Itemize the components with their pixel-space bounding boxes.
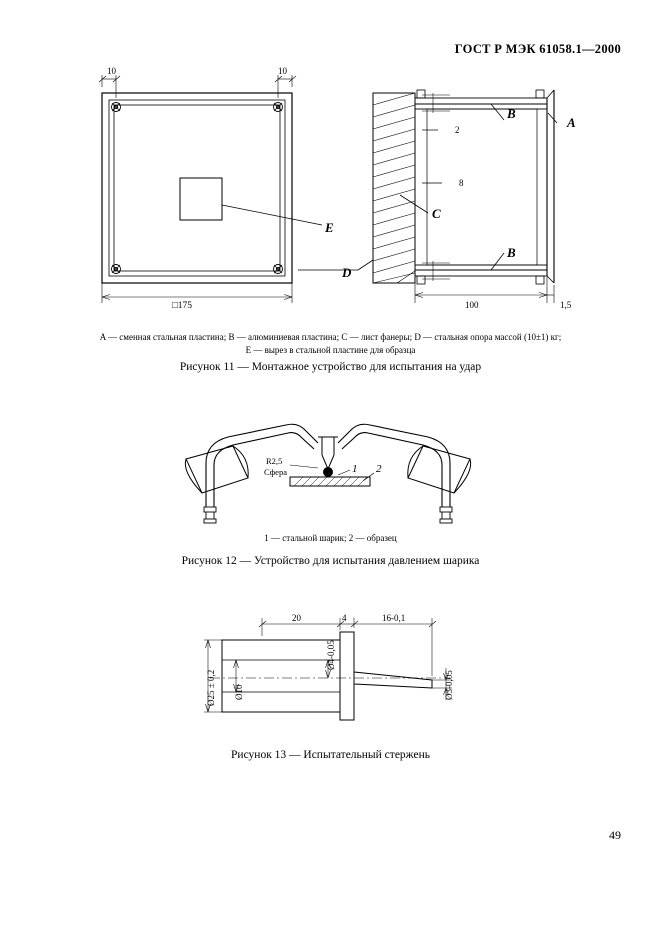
page-header: ГОСТ Р МЭК 61058.1—2000 bbox=[454, 42, 621, 56]
figure-13-caption: Рисунок 13 — Испытательный стержень bbox=[231, 749, 430, 761]
figure-13-drawing bbox=[200, 612, 480, 742]
label-C: C bbox=[432, 206, 441, 221]
label-radius: R2,5 bbox=[266, 456, 283, 466]
dim-100: 100 bbox=[465, 300, 479, 310]
dim-bottom: □175 bbox=[172, 301, 192, 311]
figure-11-legend-line-2: E — вырез в стальной пластине для образца bbox=[245, 345, 416, 355]
label-D: D bbox=[342, 265, 352, 280]
label-item-2: 2 bbox=[376, 463, 382, 475]
figure-12-drawing bbox=[178, 415, 478, 530]
figure-12-legend bbox=[0, 532, 661, 545]
dia-4: Ø4-0,05 bbox=[326, 640, 336, 670]
dia-10: Ø10 bbox=[234, 684, 244, 700]
label-E: E bbox=[325, 220, 334, 235]
figure-12-caption: Рисунок 12 — Устройство для испытания давлением шарика bbox=[181, 555, 480, 567]
figure-12-legend-line-1: 1 — стальной шарик; 2 — образец bbox=[264, 533, 397, 543]
dim-4: 4 bbox=[342, 613, 347, 623]
label-sphere: Сфера bbox=[264, 467, 287, 477]
dim-1-5: 1,5 bbox=[560, 300, 572, 310]
dim-16: 16-0,1 bbox=[382, 613, 406, 623]
label-A: A bbox=[567, 115, 576, 130]
dim-8: 8 bbox=[459, 178, 464, 188]
label-B-top: B bbox=[507, 106, 516, 121]
dim-2: 2 bbox=[455, 125, 460, 135]
label-B-bottom: B bbox=[507, 245, 516, 260]
dia-25: Ø25 ± 0,2 bbox=[206, 669, 216, 706]
dim-20: 20 bbox=[292, 613, 301, 623]
page-number: 49 bbox=[609, 828, 621, 842]
figure-11-drawing bbox=[70, 65, 600, 315]
dim-left-top: 10 bbox=[107, 66, 116, 76]
figure-11-caption: Рисунок 11 — Монтажное устройство для испытания на удар bbox=[179, 361, 482, 373]
label-item-1: 1 bbox=[352, 463, 358, 475]
figure-11-legend-line-1: A — сменная стальная пластина; B — алюминиевая пластина; C — лист фанеры; D — стальная опора массой (10±1) кг; bbox=[99, 332, 562, 342]
dim-right-top: 10 bbox=[278, 66, 287, 76]
dia-3: Ø3-0,05 bbox=[444, 670, 454, 700]
figure-11-legend bbox=[0, 331, 661, 357]
